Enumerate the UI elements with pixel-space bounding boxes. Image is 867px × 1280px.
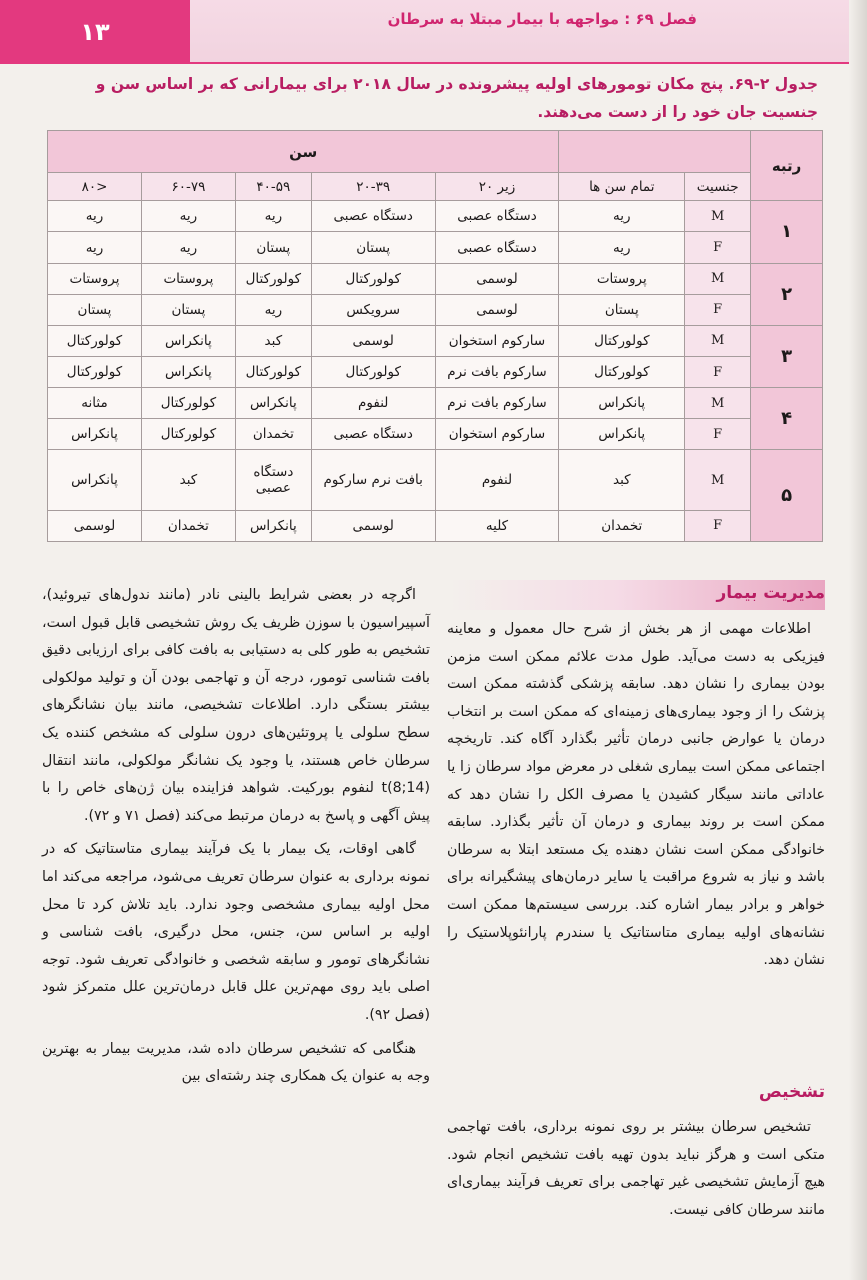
- sex-cell: F: [685, 294, 751, 325]
- header-rule: [190, 62, 867, 64]
- age-cell: پانکراس: [141, 357, 235, 388]
- all-ages-cell: کبد: [559, 450, 685, 510]
- age-cell: سارکوم بافت نرم: [435, 388, 559, 419]
- age-cell: ریه: [235, 294, 311, 325]
- left-paragraph-3: هنگامی که تشخیص سرطان داده شد، مدیریت بیمار به بهترین وجه به عنوان یک همکاری چند رشته‌ای بین: [42, 1040, 430, 1085]
- left-paragraph-2: گاهی اوقات، یک بیمار با یک فرآیند بیماری متاستاتیک که در نمونه برداری به عنوان سرطان تعریف می‌شود، مراجعه می‌کند اما محل اولیه بیماری مشخصی وجود ندارد. باید تلاش کرد تا محل اولیه بر اساس سن، جنس، محل درگیری، بافت شناسی و نشانگرهای تومور و سابقه شخصی و خانوادگی تعریف شود. توجه اصلی باید روی مهم‌ترین علل قابل درمان‌ترین علل متمرکز شود (فصل ۹۲).: [42, 841, 430, 1023]
- age-cell: بافت نرم سارکوم: [311, 450, 435, 510]
- management-heading: مدیریت بیمار: [716, 583, 825, 603]
- age-cell: کولورکتال: [141, 388, 235, 419]
- all-ages-cell: ریه: [559, 201, 685, 232]
- age-cell: کولورکتال: [141, 419, 235, 450]
- all-ages-cell: تخمدان: [559, 510, 685, 541]
- table-row: [48, 388, 823, 419]
- diagnosis-paragraph: تشخیص سرطان بیشتر بر روی نمونه برداری، بافت تهاجمی متکی است و هرگز نباید بدون تهیه بافت تشخیص انجام شود. هیچ آزمایش تشخیصی غیر تهاجمی برای تعریف فرآیند بیماری‌ای مانند سرطان کافی نیست.: [447, 1119, 825, 1218]
- left-column-text: [42, 582, 430, 1097]
- header-rank: رتبه: [751, 131, 823, 201]
- all-ages-cell: ریه: [559, 232, 685, 263]
- diagnosis-text: [447, 1114, 825, 1230]
- age-cell: پستان: [235, 232, 311, 263]
- age-cell: دستگاه عصبی: [235, 450, 311, 510]
- all-ages-cell: پستان: [559, 294, 685, 325]
- header-age-0: زیر ۲۰: [435, 173, 559, 201]
- age-cell: ریه: [48, 232, 142, 263]
- header-age-group: سن: [48, 131, 559, 173]
- age-cell: دستگاه عصبی: [311, 419, 435, 450]
- cancer-sites-table: [47, 130, 823, 542]
- age-cell: کولورکتال: [235, 357, 311, 388]
- age-cell: لوسمی: [311, 510, 435, 541]
- age-cell: تخمدان: [235, 419, 311, 450]
- age-cell: لوسمی: [435, 294, 559, 325]
- header-age-1: ۲۰-۳۹: [311, 173, 435, 201]
- age-cell: کولورکتال: [311, 357, 435, 388]
- age-cell: کولورکتال: [311, 263, 435, 294]
- age-cell: پستان: [141, 294, 235, 325]
- header-age-3: ۶۰-۷۹: [141, 173, 235, 201]
- age-cell: پستان: [311, 232, 435, 263]
- age-cell: دستگاه عصبی: [435, 232, 559, 263]
- age-cell: دستگاه عصبی: [311, 201, 435, 232]
- age-cell: لنفوم: [435, 450, 559, 510]
- age-cell: سارکوم بافت نرم: [435, 357, 559, 388]
- book-spine: [849, 0, 867, 1280]
- age-cell: مثانه: [48, 388, 142, 419]
- age-cell: ریه: [48, 201, 142, 232]
- table-row: [48, 357, 823, 388]
- table-row: [48, 450, 823, 510]
- age-cell: کبد: [141, 450, 235, 510]
- age-cell: پستان: [48, 294, 142, 325]
- age-cell: ریه: [235, 201, 311, 232]
- all-ages-cell: کولورکتال: [559, 325, 685, 356]
- age-cell: پانکراس: [235, 388, 311, 419]
- sex-cell: M: [685, 388, 751, 419]
- age-cell: لوسمی: [311, 325, 435, 356]
- table-row: [48, 419, 823, 450]
- sex-cell: F: [685, 419, 751, 450]
- age-cell: پانکراس: [141, 325, 235, 356]
- table-row: [48, 232, 823, 263]
- age-cell: لنفوم: [311, 388, 435, 419]
- table-caption: جدول ۲-۶۹. پنج مکان تومورهای اولیه پیشرونده در سال ۲۰۱۸ برای بیمارانی که بر اساس سن و جنسیت جان خود را از دست می‌دهند.: [95, 75, 818, 121]
- age-cell: کلیه: [435, 510, 559, 541]
- rank-cell: ۳: [751, 325, 823, 387]
- age-cell: پروستات: [48, 263, 142, 294]
- age-cell: لوسمی: [435, 263, 559, 294]
- table-row: [48, 325, 823, 356]
- rank-cell: ۲: [751, 263, 823, 325]
- all-ages-cell: کولورکتال: [559, 357, 685, 388]
- management-text: [447, 616, 825, 981]
- age-cell: کولورکتال: [48, 325, 142, 356]
- age-cell: پانکراس: [48, 450, 142, 510]
- all-ages-cell: پانکراس: [559, 388, 685, 419]
- sex-cell: M: [685, 201, 751, 232]
- header-age-4: <۸۰: [48, 173, 142, 201]
- age-cell: لوسمی: [48, 510, 142, 541]
- table-row: [48, 263, 823, 294]
- age-cell: پانکراس: [48, 419, 142, 450]
- sex-cell: M: [685, 325, 751, 356]
- rank-cell: ۱: [751, 201, 823, 263]
- age-cell: پانکراس: [235, 510, 311, 541]
- age-cell: پروستات: [141, 263, 235, 294]
- age-cell: سارکوم استخوان: [435, 419, 559, 450]
- age-cell: کبد: [235, 325, 311, 356]
- age-cell: ریه: [141, 232, 235, 263]
- sex-cell: F: [685, 357, 751, 388]
- age-cell: سرویکس: [311, 294, 435, 325]
- header-blank: [559, 131, 751, 173]
- age-cell: ریه: [141, 201, 235, 232]
- sex-cell: F: [685, 232, 751, 263]
- all-ages-cell: پانکراس: [559, 419, 685, 450]
- header-all-ages: تمام سن ها: [559, 173, 685, 201]
- header-age-2: ۴۰-۵۹: [235, 173, 311, 201]
- page-number: ۱۳: [0, 0, 190, 64]
- chapter-title: فصل ۶۹ : مواجهه با بیمار مبتلا به سرطان: [387, 10, 697, 28]
- age-cell: کولورکتال: [48, 357, 142, 388]
- age-cell: تخمدان: [141, 510, 235, 541]
- table-row: [48, 201, 823, 232]
- rank-cell: ۵: [751, 450, 823, 542]
- table-row: [48, 510, 823, 541]
- sex-cell: M: [685, 263, 751, 294]
- left-paragraph-1: اگرچه در بعضی شرایط بالینی نادر (مانند ندول‌های تیروئید)، آسپیراسیون با سوزن ظریف یک روش تشخیصی قابل قبول است، تشخیص به طور کلی به دستیابی به بافت کافی برای ارزیابی دقیق بافت شناسی تومور، درجه آن و تهاجمی بودن آن و تولید مولکولی بیشتر بستگی دارد. اطلاعات تشخیصی، مانند بیان نشانگرهای سطح سلولی یا پروتئین‌های درون سلولی که مشخص کننده یک سرطان خاص هستند، یا وجود یک نشانگر مولکولی، مانند انتقال t(8;14) لنفوم بورکیت. شواهد فزاینده بیان ژن‌های خاص را با پیش آگهی و پاسخ به درمان مرتبط می‌کند (فصل ۷۱ و ۷۲).: [42, 587, 430, 824]
- diagnosis-heading: تشخیص: [758, 1082, 825, 1102]
- sex-cell: F: [685, 510, 751, 541]
- table-row: [48, 294, 823, 325]
- age-cell: کولورکتال: [235, 263, 311, 294]
- age-cell: دستگاه عصبی: [435, 201, 559, 232]
- rank-cell: ۴: [751, 388, 823, 450]
- sex-cell: M: [685, 450, 751, 510]
- header-sex: جنسیت: [685, 173, 751, 201]
- management-paragraph: اطلاعات مهمی از هر بخش از شرح حال معمول و معاینه فیزیکی به دست می‌آید. طول مدت علائم ممکن است مزمن بودن بیماری را نشان دهد. سابقه پزشکی گذشته ممکن است پزشک را از وجود بیماری‌های زمینه‌ای که ممکن است بر انتخاب درمان یا عوارض جانبی درمان تأثیر بگذارد آگاه کند. تاریخچه اجتماعی ممکن است بیماری شغلی در معرض مواد سرطان زا یا عاداتی مانند سیگار کشیدن یا مصرف الکل را نشان دهد که ممکن است بر روند بیماری و درمان آن تأثیر بگذارد. سابقه خانوادگی ممکن است نشان دهنده یک مستعد ابتلا به سرطان باشد و نیاز به شروع مراقبت یا سایر درمان‌های پیشگیرانه برای خواهر و برادر بیمار اشاره کند. بررسی سیستم‌ها ممکن است نشانه‌های اولیه بیماری متاستاتیک یا سندرم پارانئوپلاستیک را نشان دهد.: [447, 621, 825, 969]
- age-cell: سارکوم استخوان: [435, 325, 559, 356]
- all-ages-cell: پروستات: [559, 263, 685, 294]
